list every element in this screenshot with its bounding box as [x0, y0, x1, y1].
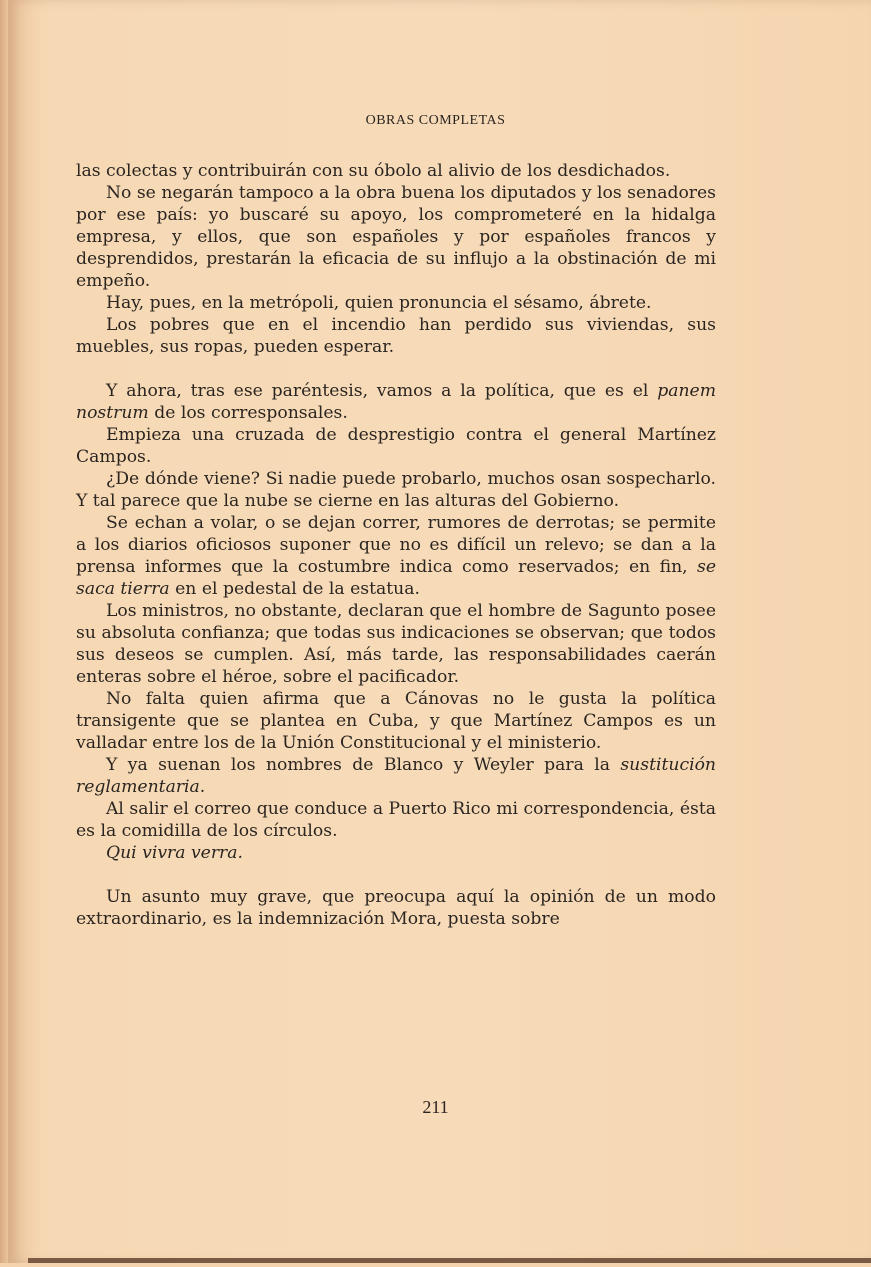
- italic-phrase: sustitución reglamentaria: [76, 755, 716, 797]
- paragraph: Al salir el correo que conduce a Puerto Rico mi correspondencia, ésta es la comidilla de los círculos.: [76, 799, 716, 841]
- paragraph: No falta quien afirma que a Cánovas no le gusta la política transigente que se plantea en Cuba, y que Martínez Campos es un valladar entre los de la Unión Constitucional y el ministerio.: [76, 689, 716, 753]
- paragraph: [76, 842, 716, 864]
- italic-phrase: se saca tierra: [76, 557, 716, 599]
- paragraph: Y ahora, tras ese paréntesis, vamos a la política, que es el panem nostrum de los corresponsales.: [76, 381, 716, 423]
- paragraph: ¿De dónde viene? Si nadie puede probarlo, muchos osan sospecharlo. Y tal parece que la nube se cierne en las alturas del Gobierno.: [76, 469, 716, 511]
- page-bottom-edge: [28, 1258, 871, 1263]
- page-number: 211: [422, 1097, 449, 1117]
- paragraph: Hay, pues, en la metrópoli, quien pronuncia el sésamo, ábrete.: [106, 293, 652, 313]
- italic-phrase: panem nostrum: [76, 381, 716, 423]
- body-text: [76, 160, 716, 930]
- paragraph: No se negarán tampoco a la obra buena los diputados y los senadores por ese país: yo buscaré su apoyo, los comprometeré en la hidalga empresa, y ellos, que son españoles y por españoles francos y desprendidos, prestarán la eficacia de su influjo a la obstinación de mi empeño.: [76, 183, 716, 291]
- paragraph: las colectas y contribuirán con su óbolo al alivio de los desdichados.: [76, 161, 671, 181]
- paragraph: Un asunto muy grave, que preocupa aquí la opinión de un modo extraordinario, es la indemnización Mora, puesta sobre: [76, 887, 716, 929]
- paragraph: Los pobres que en el incendio han perdido sus viviendas, sus muebles, sus ropas, pueden esperar.: [76, 315, 716, 357]
- paragraph: Empieza una cruzada de desprestigio contra el general Martínez Campos.: [76, 425, 716, 467]
- paragraph: Y ya suenan los nombres de Blanco y Weyler para la sustitución reglamentaria.: [76, 755, 716, 797]
- running-header: OBRAS COMPLETAS: [365, 113, 506, 128]
- paragraph: Los ministros, no obstante, declaran que el hombre de Sagunto posee su absoluta confianza; que todas sus indicaciones se observan; que todos sus deseos se cumplen. Así, más tarde, las responsabilidades caerán enteras sobre el héroe, sobre el pacificador.: [76, 601, 716, 687]
- paragraph: Se echan a volar, o se dejan correr, rumores de derrotas; se permite a los diarios oficiosos suponer que no es difícil un relevo; se dan a la prensa informes que la costumbre indica como reservados; en fin, se saca tierra en el pedestal de la estatua.: [76, 513, 716, 599]
- italic-phrase: Qui vivra verra.: [106, 843, 243, 863]
